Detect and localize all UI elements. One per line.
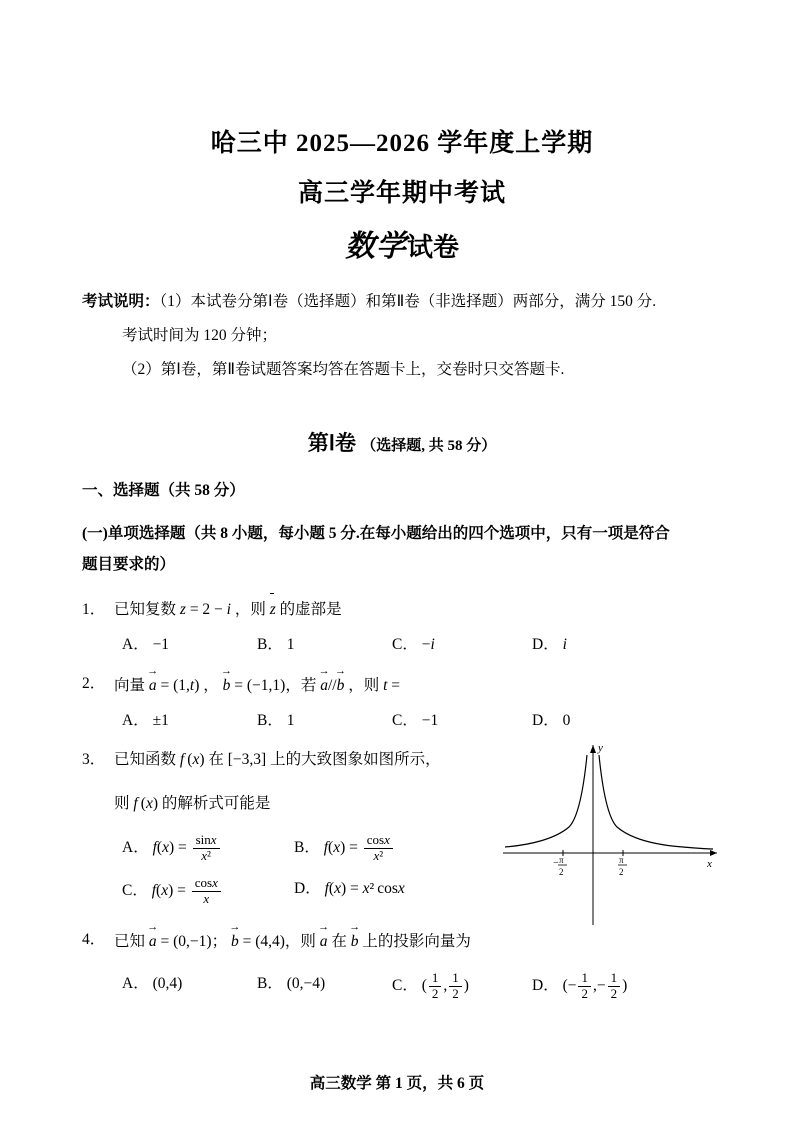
- instructions-line2: 考试时间为 120 分钟；: [122, 327, 278, 344]
- page-footer: 高三数学 第 1 页，共 6 页: [309, 1075, 485, 1092]
- exam-instructions: [82, 285, 722, 387]
- subpart-heading-line2: 题目要求的）: [82, 556, 176, 573]
- instructions-label: 考试说明：: [82, 293, 160, 310]
- question-2: [82, 669, 722, 701]
- question-3-option-c[interactable]: C． f(x) = $\frac{\cos x}{x}$: [122, 876, 294, 907]
- question-3-option-d[interactable]: D． f(x) = x² cosx: [294, 879, 405, 897]
- svg-text:2: 2: [559, 867, 564, 877]
- subpart-heading-line1: (一)单项选择题（共 8 小题，每小题 5 分.在每小题给出的四个选项中，只有一项是符合: [82, 525, 670, 542]
- question-2-option-c[interactable]: C． −1: [392, 712, 439, 729]
- question-3-stem-line1: 已知函数 f (x) 在 [−3,3] 上的大致图象如图所示，: [114, 751, 441, 768]
- question-2-option-a[interactable]: A． ±1: [122, 712, 169, 729]
- question-1-option-a[interactable]: A． −1: [122, 636, 170, 653]
- graph-tick-right-frac: π: [619, 855, 624, 865]
- page-title-line1: 哈三中 2025—2026 学年度上学期: [210, 130, 594, 157]
- function-graph-svg: [495, 735, 730, 930]
- instructions-line1: [82, 285, 722, 319]
- question-4-option-d[interactable]: D． (− $\frac{1}{2}$ ,− $\frac{1}{2}$ ): [532, 969, 628, 1001]
- instructions-text1: （1）本试卷分第Ⅰ卷（选择题）和第Ⅱ卷（非选择题）两部分，满分 150 分.: [159, 293, 657, 310]
- question-1-number: 1．: [82, 601, 106, 618]
- question-3-number: 3．: [82, 751, 106, 768]
- subpart-heading: [82, 518, 722, 580]
- question-3-option-b[interactable]: B． f(x) = $\frac{\cos x}{\text{x²}}$: [294, 833, 395, 864]
- question-1-options: [82, 632, 722, 654]
- graph-y-label: y: [598, 742, 603, 754]
- question-4: [82, 925, 722, 957]
- question-4-stem: 已知 → a = (0,−1)； → b = (4,4)，则 → a 在 → b 上的投影向量为: [114, 925, 471, 957]
- section-title: [82, 427, 722, 457]
- graph-tick-left: −: [553, 858, 559, 869]
- question-2-option-d[interactable]: D． 0: [532, 712, 571, 729]
- question-4-options: [82, 971, 722, 1002]
- svg-text:2: 2: [619, 867, 624, 877]
- function-graph-figure: [495, 735, 730, 930]
- graph-x-label: x: [707, 858, 712, 870]
- question-2-number: 2．: [82, 675, 106, 692]
- question-3-option-a[interactable]: A． f(x) = $\frac{\sin x}{\text{x²}}$: [122, 833, 294, 864]
- part-one-heading: 一、选择题（共 58 分）: [82, 482, 245, 499]
- question-4-option-b[interactable]: B． (0,−4): [257, 974, 326, 992]
- subject-name: 数学: [344, 230, 407, 263]
- question-2-stem: 向量 → a = (1,t) ， → b = (−1,1)，若 → a//→ b ，则 t =: [114, 669, 400, 701]
- question-4-option-c[interactable]: C． ( $\frac{1}{2}$ , $\frac{1}{2}$ ): [392, 969, 469, 1001]
- subject-suffix: 试卷: [406, 233, 459, 262]
- question-2-options: [82, 708, 722, 730]
- question-1-stem: 已知复数 z = 2 − i ，则 z 的虚部是: [114, 595, 342, 625]
- question-2-option-b[interactable]: B． 1: [257, 712, 295, 729]
- page-title-line2: 高三学年期中考试: [297, 180, 506, 207]
- section-subtitle: （选择题, 共 58 分）: [361, 438, 497, 454]
- question-1: [82, 595, 722, 625]
- question-4-option-a[interactable]: A． (0,4): [122, 974, 183, 992]
- question-1-option-b[interactable]: B． 1: [257, 636, 295, 653]
- subject-title: [82, 221, 722, 265]
- instructions-line3: （2）第Ⅰ卷，第Ⅱ卷试题答案均答在答题卡上，交卷时只交答题卡.: [122, 361, 565, 378]
- question-1-option-c[interactable]: C． −i: [392, 636, 435, 653]
- question-1-option-d[interactable]: D． i: [532, 636, 567, 653]
- question-4-number: 4．: [82, 930, 106, 948]
- graph-tick-left-frac: π: [559, 855, 564, 865]
- section-title-text: 第Ⅰ卷: [307, 431, 356, 455]
- question-3-stem: [114, 745, 441, 819]
- question-3-stem-line2: 则 f (x) 的解析式可能是: [114, 795, 271, 812]
